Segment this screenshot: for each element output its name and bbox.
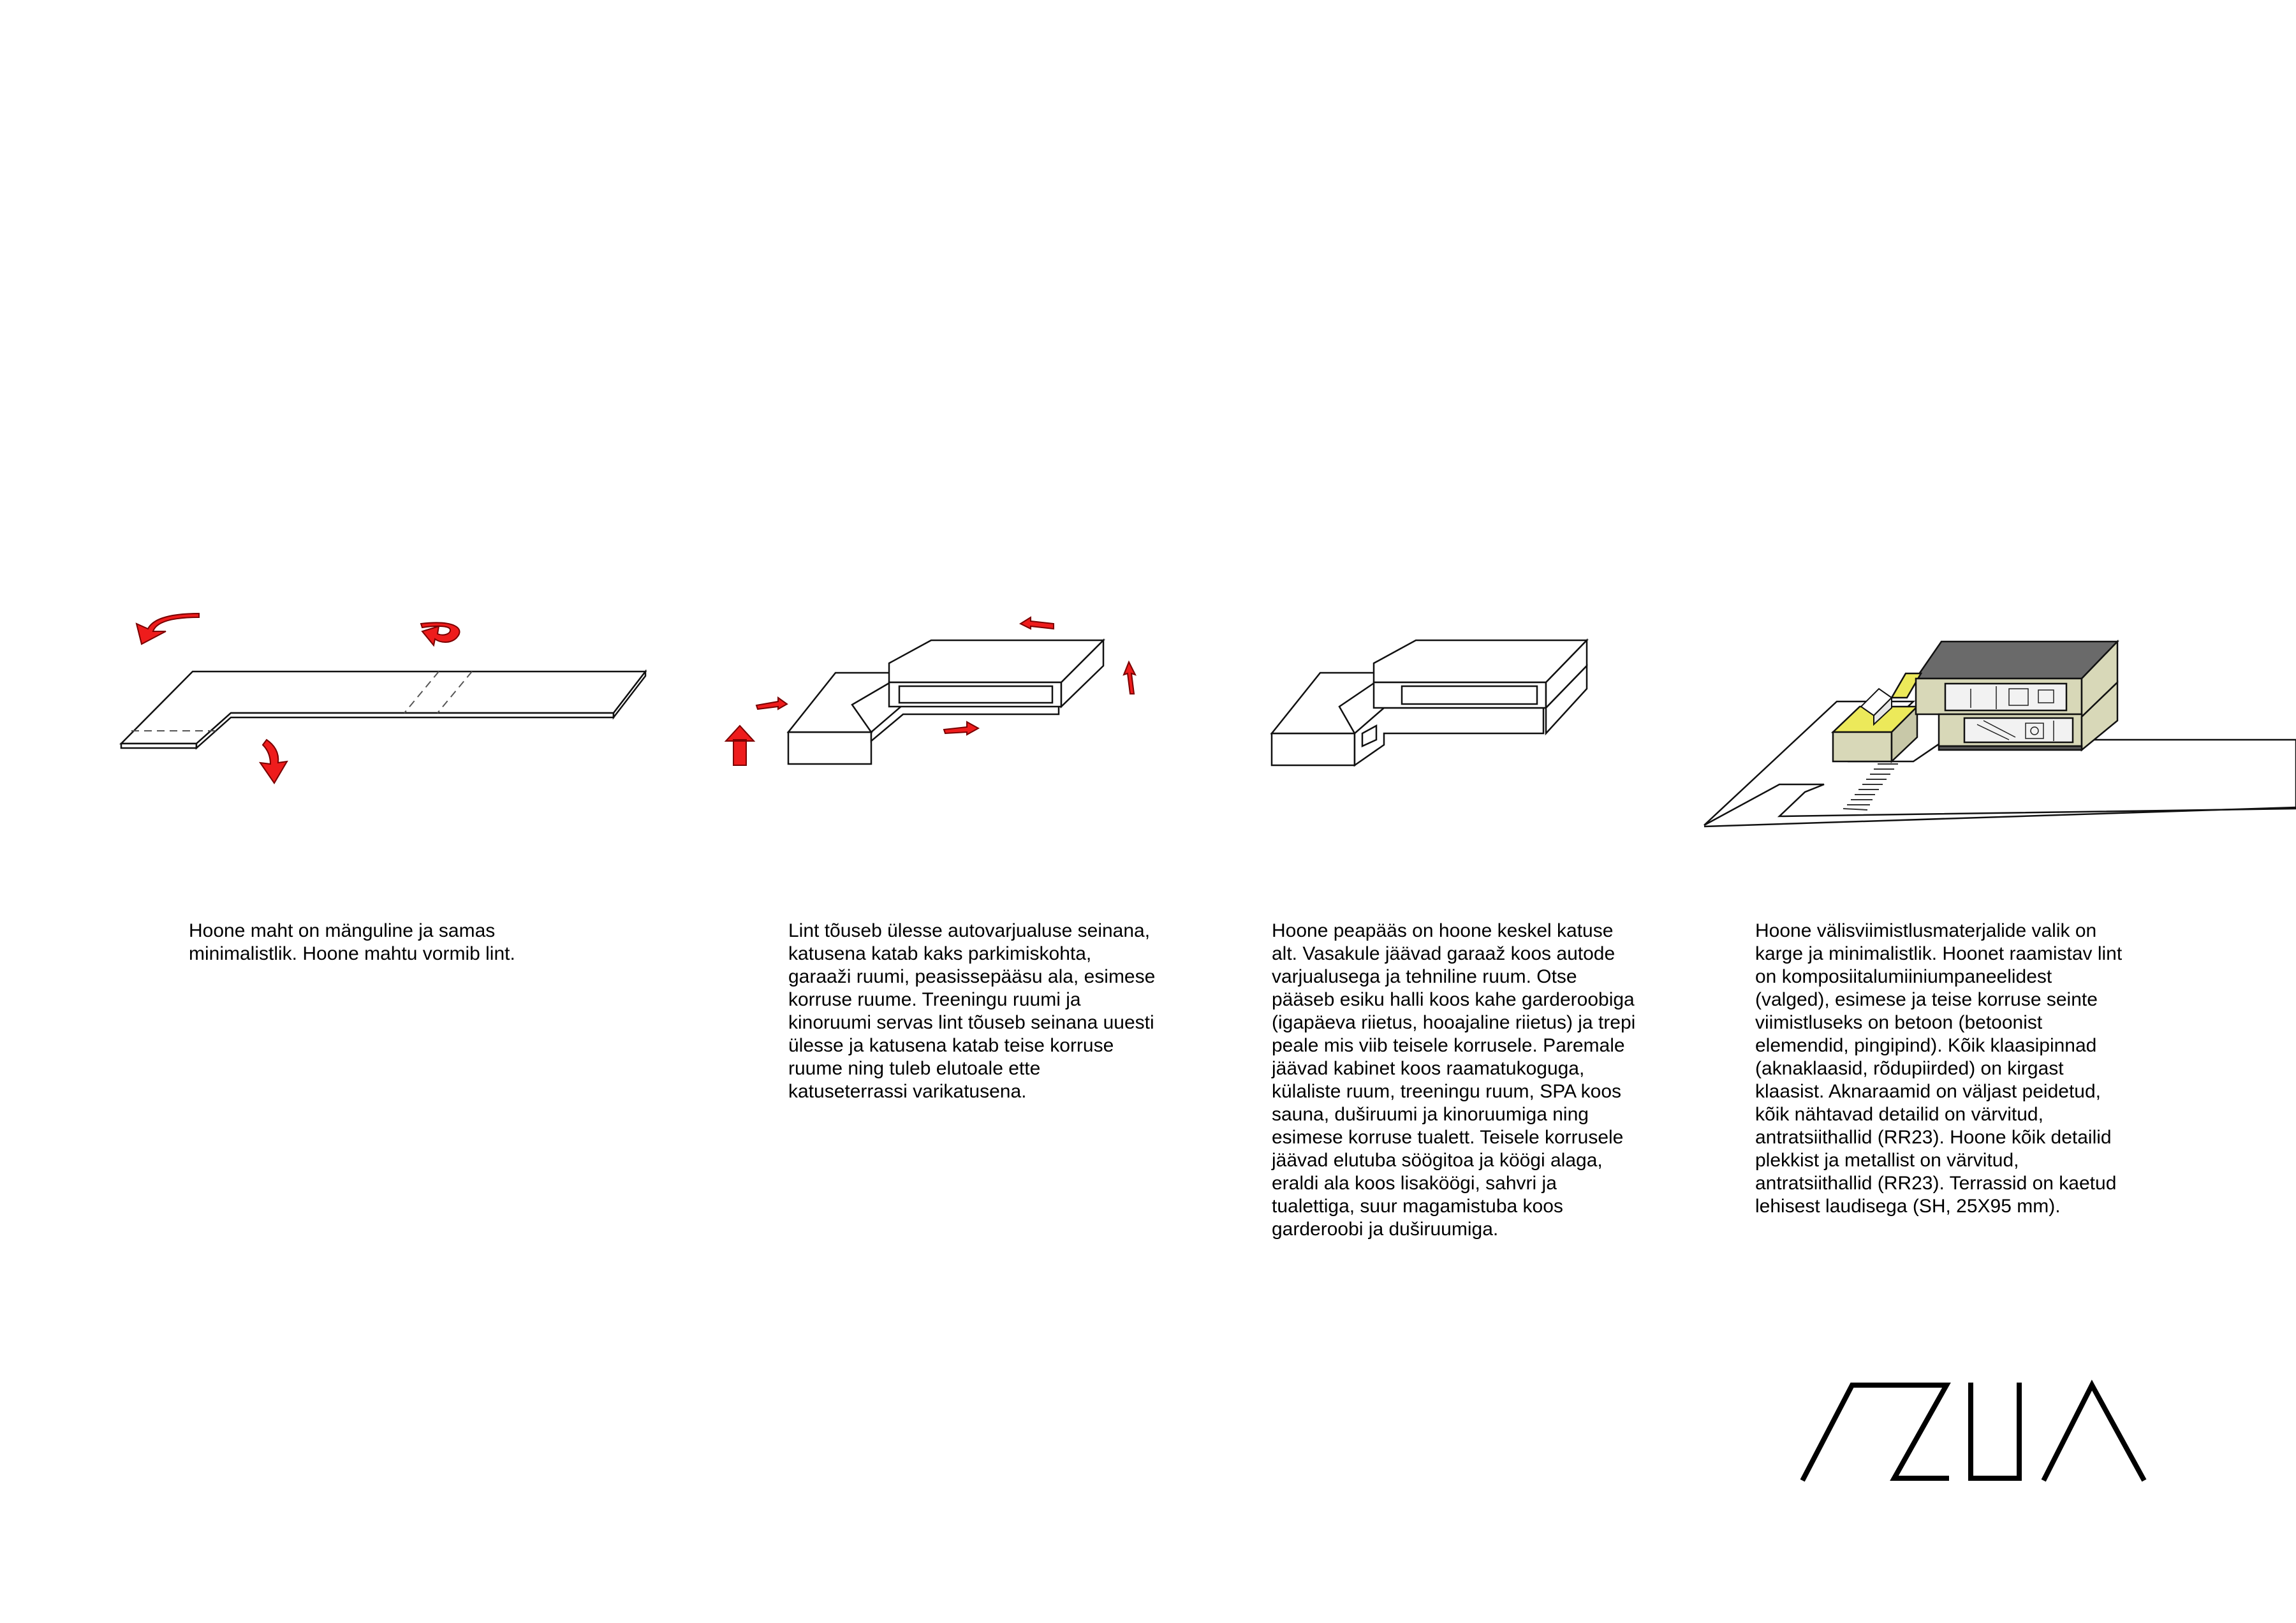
ribbon-edge-side: [196, 713, 614, 748]
caption-2: Lint tõuseb ülesse autovarjualuse seinana, katusena katab kaks parkimiskohta, garaaži ruumi, peasissepääsu ala, esimese korruse ruume. Treeningu ruumi ja kinoruumi servas lint tõuseb seinana uuesti ülesse ja katusena katab teise korruse ruume ning tuleb elutoale ette katuseterrassi varikatusena.: [788, 920, 1156, 1102]
diagram-rendered-building: [1696, 631, 2296, 835]
arrow-small-right-icon: [756, 698, 787, 709]
caption-1: Hoone maht on mänguline ja samas minimalistlik. Hoone mahtu vormib lint.: [189, 920, 515, 964]
upper-volume: [889, 640, 1103, 707]
lower-volume-3-front: [1272, 733, 1355, 765]
lower-volume-3-side: [1355, 708, 1543, 765]
lower-volume-side: [871, 705, 1059, 741]
diagram-flat-ribbon: [115, 606, 663, 797]
arrow-small-right-2-icon: [944, 722, 978, 735]
diagram-ribbon-rises: [714, 606, 1161, 778]
azia-logo-icon: [1799, 1377, 2156, 1486]
diagram-volumes: [1263, 631, 1601, 772]
curved-arrow-down-icon: [260, 740, 287, 783]
lower-volume-top: [788, 673, 890, 732]
terrace-underside: [1939, 746, 2082, 750]
arrow-up-large-icon: [726, 726, 754, 765]
lower-glass: [1964, 718, 2073, 742]
caption-3: Hoone peapääs on hoone keskel katuse alt. Vasakule jäävad garaaž koos autode varjualusega ja tehniline ruum. Otse pääseb esiku halli koos kahe garderoobiga (igapäeva riietus, hooajaline riietus) ja trepi peale mis viib teisele korrusele. Paremale jäävad kabinet koos raamatukoguga, külaliste ruum, treeningu ruum, SPA koos sauna, duširuumi ja kinoruumiga ning esimese korruse tualett. Teisele korrusele jäävad elutuba söögitoa ja köögi alaga, eraldi ala koos lisaköögi, sahvri ja tualettiga, suur magamistuba koos garderoobi ja duširuumiga.: [1272, 920, 1636, 1240]
lower-volume-front: [788, 732, 871, 764]
garage-front: [1833, 732, 1892, 761]
ribbon-strip: [121, 672, 645, 748]
upper-glass: [1945, 684, 2066, 710]
upper-block: [1892, 642, 2117, 717]
arrow-small-up-icon: [1124, 662, 1135, 694]
upper-volume-opening: [899, 686, 1052, 703]
lower-volume-3-top: [1272, 673, 1375, 733]
curved-arrow-left-icon: [136, 613, 199, 644]
ribbon-top-face: [121, 672, 645, 744]
caption-4: Hoone välisviimistlusmaterjalide valik on karge ja minimalistlik. Hoonet raamistav lint on komposiitalumiiniumpaneelidest (valged), esimese ja teise korruse seinte viimistluseks on betoon (betoonist elemendid, pingipind). Kõik klaasipinnad (aknaklaasid, rõdupiirded) on kirgast klaasist. Aknaraamid on väljast peidetud, kõik nähtavad detailid on värvitud, antratsiithallid (RR23). Hoone kõik detailid plekkist ja metallist on värvitud, antratsiithallid (RR23). Terrassid on kaetud lehisest laudisega (SH, 25X95 mm).: [1755, 920, 2123, 1217]
ribbon-edge-front: [121, 744, 196, 748]
curved-arrow-return-icon: [421, 623, 460, 645]
upper-volume-3-opening: [1402, 686, 1537, 704]
arrow-small-left-icon: [1020, 617, 1054, 629]
